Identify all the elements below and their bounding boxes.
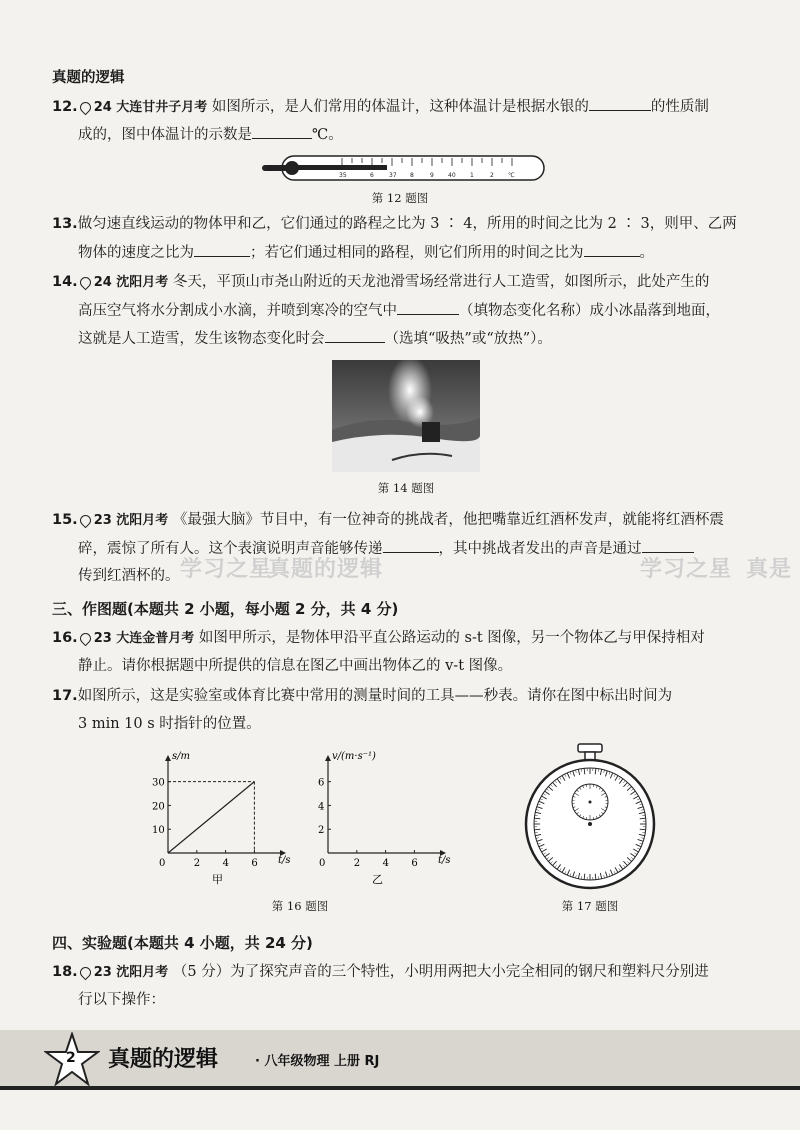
page-number: 2: [66, 1050, 76, 1066]
q15-line1: 15. 23 沈阳月考 《最强大脑》节目中，有一位神奇的挑战者，他把嘴靠近红酒杯发声，就能将红酒杯震: [52, 512, 724, 528]
x-tick-label: 4: [222, 858, 229, 869]
x-tick-label: 2: [193, 858, 201, 869]
chart-title: 甲: [212, 873, 223, 886]
answer-blank[interactable]: [194, 242, 250, 257]
y-tick-label: 30: [152, 777, 165, 789]
dial-tick: [534, 818, 540, 819]
watermark: 学习之星: [640, 557, 733, 582]
location-pin-icon: [77, 99, 93, 115]
q16-line1: 16. 23 大连金普月考 如图甲所示，是物体甲沿平直公路运动的 s-t 图像，另一个物体乙与甲保持相对: [52, 630, 705, 646]
q15-line2: 碎，震惊了所有人。这个表演说明声音能够传递 ，其中挑战者发出的声音是通过: [78, 538, 694, 559]
stopwatch-figure: [520, 742, 660, 892]
q18-line2: 行以下操作：: [78, 992, 165, 1008]
dial-tick: [595, 768, 596, 774]
scale-label: 1: [470, 172, 474, 179]
watermark: 真是: [746, 557, 793, 582]
location-pin-icon: [77, 274, 93, 290]
dial-tick: [640, 818, 646, 819]
q17-line2: 3 min 10 s 时指针的位置。: [78, 716, 261, 732]
section-header: 真题的逻辑: [52, 70, 125, 86]
y-tick-label: 20: [152, 801, 165, 813]
answer-blank[interactable]: [584, 242, 640, 257]
q15-line3: 传到红酒杯的。: [78, 568, 180, 584]
stopwatch-crown: [578, 744, 602, 752]
q18-line1: 18. 23 沈阳月考 （5 分）为了探究声音的三个特性，小明用两把大小完全相同的钢尺和塑料尺分别进: [52, 964, 709, 980]
y-tick-label: 2: [318, 825, 325, 837]
location-pin-icon: [77, 630, 93, 646]
q14-line2: 高压空气将水分割成小水滴，并喷到寒冷的空气中 （填物态变化名称）成小冰晶落到地面，: [78, 300, 720, 321]
q14-line1: 14. 24 沈阳月考 冬天，平顶山市尧山附近的天龙池滑雪场经常进行人工造雪，如图所示，此处产生的: [52, 274, 710, 290]
thermometer-figure: [262, 152, 552, 186]
footer-subtitle: · 八年级物理 上册 RJ: [255, 1054, 380, 1069]
y-axis-arrow: [325, 755, 331, 761]
scale-label: 40: [448, 172, 456, 179]
footer-rule: [0, 1086, 800, 1090]
q12-line1: 12. 24 大连甘井子月考 如图所示，是人们常用的体温计，这种体温计是根据水银的 的性质制: [52, 96, 709, 118]
footer-title: 真题的逻辑: [108, 1047, 219, 1072]
x-tick-label: 6: [411, 858, 418, 869]
location-pin-icon: [77, 964, 93, 980]
x-tick-label: 2: [353, 858, 361, 869]
section-title: 三、作图题(本题共 2 小题，每小题 2 分，共 4 分): [52, 600, 399, 618]
watermark: 真题的逻辑: [268, 557, 384, 582]
page-footer: [0, 1030, 800, 1090]
x-tick-label: 0: [159, 858, 166, 869]
y-axis-arrow: [165, 755, 171, 761]
q16-line2: 静止。请你根据题中所提供的信息在图乙中画出物体乙的 v-t 图像。: [78, 658, 513, 674]
section-title: 四、实验题(本题共 4 小题，共 24 分): [52, 934, 313, 952]
q14-line3: 这就是人工造雪，发生该物态变化时会 （选填“吸热”或“放热”）。: [78, 328, 552, 349]
answer-blank[interactable]: [383, 538, 439, 553]
scale-label: 35: [339, 172, 347, 179]
figure-caption: 第 17 题图: [561, 899, 619, 913]
answer-blank[interactable]: [589, 96, 651, 111]
y-tick-label: 10: [152, 825, 165, 837]
q13-line2: 物体的速度之比为 ；若它们通过相同的路程，则它们所用的时间之比为 。: [78, 242, 654, 263]
chart-title: 乙: [372, 873, 383, 886]
chart-ylabel: s/m: [172, 751, 190, 762]
scale-label: 9: [430, 172, 434, 179]
dial-tick: [640, 829, 646, 830]
dial-tick: [584, 768, 585, 774]
scale-label: ℃: [508, 172, 515, 179]
x-tick-label: 4: [382, 858, 389, 869]
chart-xlabel: t/s: [278, 855, 291, 866]
x-tick-label: 6: [251, 858, 258, 869]
chart-xlabel: t/s: [438, 855, 451, 866]
y-tick-label: 6: [318, 777, 325, 789]
snowmaking-photo: [332, 360, 480, 472]
x-tick-label: 0: [319, 858, 326, 869]
watermark: 学习之星: [180, 557, 273, 582]
stopwatch-center[interactable]: [588, 822, 592, 826]
q12-line2: 成的，图中体温计的示数是 ℃。: [78, 124, 343, 145]
location-pin-icon: [77, 512, 93, 528]
chart-ylabel: v/(m·s⁻¹): [332, 751, 376, 762]
answer-blank[interactable]: [397, 300, 459, 315]
scale-label: 6: [370, 172, 374, 179]
dial-tick: [534, 829, 540, 830]
answer-blank[interactable]: [252, 124, 312, 139]
figure-caption: 第 14 题图: [377, 481, 435, 495]
answer-blank[interactable]: [642, 538, 694, 553]
figure-caption: 第 12 题图: [371, 191, 429, 205]
answer-blank[interactable]: [325, 328, 385, 343]
figure-caption: 第 16 题图: [271, 899, 329, 913]
scale-label: 2: [490, 172, 494, 179]
dial-tick: [595, 874, 596, 880]
q17-line1: 17.如图所示，这是实验室或体育比赛中常用的测量时间的工具——秒表。请你在图中标出时间为: [52, 688, 673, 704]
y-tick-label: 4: [318, 801, 325, 813]
chart-jia: [140, 745, 300, 890]
scale-label: 37: [389, 172, 397, 179]
series-line: [168, 782, 254, 853]
q13-line1: 13.做匀速直线运动的物体甲和乙，它们通过的路程之比为 3 ∶ 4，所用的时间之比为 2 ∶ 3，则甲、乙两: [52, 216, 737, 232]
dial-tick: [584, 874, 585, 880]
chart-yi: [300, 745, 460, 890]
scale-label: 8: [410, 172, 414, 179]
